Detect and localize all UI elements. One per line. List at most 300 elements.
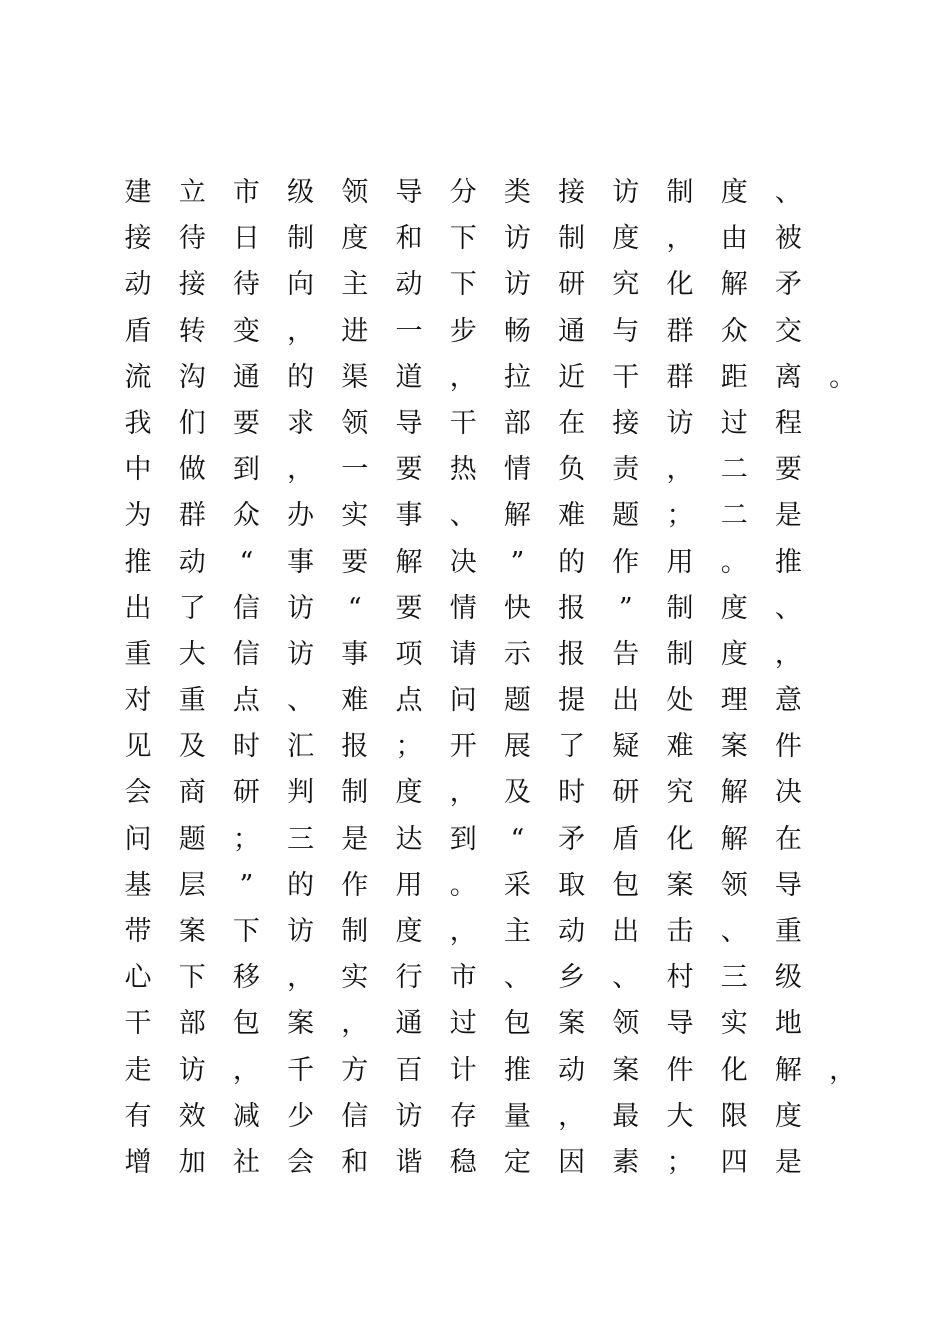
text-char: 为 xyxy=(124,500,152,532)
text-char: 接 xyxy=(124,223,152,255)
text-char: 要 xyxy=(341,546,369,578)
text-char: 采 xyxy=(503,869,531,901)
text-char: 重 xyxy=(178,685,206,717)
text-char: 层 xyxy=(178,869,206,901)
text-char: 通 xyxy=(232,361,260,393)
text-char: 程 xyxy=(774,407,802,439)
text-char: 度 xyxy=(720,592,748,624)
text-char: 访 xyxy=(287,592,315,624)
text-char: 问 xyxy=(449,685,477,717)
text-char: 处 xyxy=(666,685,694,717)
text-char: 要 xyxy=(395,592,423,624)
text-char: 事 xyxy=(341,638,369,670)
text-char: 下 xyxy=(449,223,477,255)
text-char: 实 xyxy=(341,500,369,532)
text-char: 基 xyxy=(124,869,152,901)
text-line xyxy=(118,817,878,863)
text-char: 制 xyxy=(666,592,694,624)
text-char: 、 xyxy=(287,685,315,717)
text-char: 时 xyxy=(232,731,260,763)
text-char: 部 xyxy=(503,407,531,439)
text-char: ， xyxy=(449,777,477,809)
text-char: 被 xyxy=(774,223,802,255)
text-line xyxy=(118,586,878,632)
text-char: 在 xyxy=(774,823,802,855)
text-char: 三 xyxy=(720,962,748,994)
text-char: 度 xyxy=(341,223,369,255)
text-char: 决 xyxy=(449,546,477,578)
text-char: 干 xyxy=(449,407,477,439)
text-char: 难 xyxy=(341,685,369,717)
text-char: ； xyxy=(666,500,694,532)
text-char: 市 xyxy=(449,962,477,994)
text-char: 汇 xyxy=(287,731,315,763)
text-char: 动 xyxy=(178,546,206,578)
text-char: 千 xyxy=(287,1054,315,1086)
text-char: 、 xyxy=(774,177,802,208)
text-char: 示 xyxy=(503,638,531,670)
text-char: 是 xyxy=(774,1146,802,1178)
text-char: 群 xyxy=(666,315,694,347)
text-char: 我 xyxy=(124,407,152,439)
text-char: 在 xyxy=(558,407,586,439)
text-char: 级 xyxy=(287,177,315,208)
text-char: 推 xyxy=(503,1054,531,1086)
text-char: 拉 xyxy=(503,361,531,393)
text-char: 件 xyxy=(774,731,802,763)
text-char: 建 xyxy=(124,177,152,208)
text-char: 待 xyxy=(178,223,206,255)
text-char: 领 xyxy=(612,1008,640,1040)
text-line xyxy=(118,1094,878,1140)
text-char: 、 xyxy=(774,592,802,624)
text-char: 行 xyxy=(395,962,423,994)
document-body xyxy=(118,170,878,1186)
text-char: 化 xyxy=(666,823,694,855)
text-char: 乡 xyxy=(558,962,586,994)
text-char: ， xyxy=(341,1008,369,1040)
text-char: ， xyxy=(774,638,802,670)
text-char: 报 xyxy=(558,592,586,624)
text-char: 的 xyxy=(558,546,586,578)
text-char: 效 xyxy=(178,1100,206,1132)
text-char: 动 xyxy=(558,916,586,947)
text-char: 步 xyxy=(449,315,477,347)
text-char: 作 xyxy=(612,546,640,578)
text-char: 分 xyxy=(449,177,477,208)
text-char: 道 xyxy=(395,361,423,393)
text-char: 访 xyxy=(178,1054,206,1086)
text-char: 求 xyxy=(287,407,315,439)
text-char: 题 xyxy=(503,685,531,717)
text-char: 畅 xyxy=(503,315,531,347)
text-char: ” xyxy=(618,592,633,624)
text-char: 百 xyxy=(395,1054,423,1086)
text-char: 四 xyxy=(720,1146,748,1178)
text-char: 解 xyxy=(720,823,748,855)
text-char: 一 xyxy=(395,315,423,347)
text-char: 、 xyxy=(720,916,748,947)
text-char: ， xyxy=(232,1054,260,1086)
text-char: 谐 xyxy=(395,1146,423,1178)
text-char: 究 xyxy=(612,269,640,301)
text-char: 案 xyxy=(720,731,748,763)
text-char: 的 xyxy=(287,361,315,393)
text-char: 报 xyxy=(558,638,586,670)
text-char: 开 xyxy=(449,731,477,763)
text-char: 方 xyxy=(341,1054,369,1086)
text-char: 会 xyxy=(287,1146,315,1178)
text-char: 接 xyxy=(558,177,586,208)
text-char: 沟 xyxy=(178,361,206,393)
text-char: 是 xyxy=(774,500,802,532)
text-char: 因 xyxy=(558,1146,586,1178)
text-char: 心 xyxy=(124,962,152,994)
text-char: 案 xyxy=(666,869,694,901)
text-char: 进 xyxy=(341,315,369,347)
text-char: 难 xyxy=(558,500,586,532)
text-char: “ xyxy=(347,592,362,624)
text-char: ； xyxy=(666,1146,694,1178)
text-char: 走 xyxy=(124,1054,152,1086)
text-char: 访 xyxy=(395,1100,423,1132)
text-char: 展 xyxy=(503,731,531,763)
text-char: 用 xyxy=(666,546,694,578)
text-char: 提 xyxy=(558,685,586,717)
text-line xyxy=(118,1048,878,1094)
text-char: 研 xyxy=(558,269,586,301)
text-char: 项 xyxy=(395,638,423,670)
text-char: 信 xyxy=(232,592,260,624)
text-char: 导 xyxy=(666,1008,694,1040)
text-char: 实 xyxy=(720,1008,748,1040)
text-char: 二 xyxy=(720,500,748,532)
text-char: ； xyxy=(395,731,423,763)
text-line xyxy=(118,770,878,816)
text-char: 有 xyxy=(124,1100,152,1132)
text-char: 存 xyxy=(449,1100,477,1132)
text-char: 了 xyxy=(558,731,586,763)
text-char: 与 xyxy=(612,315,640,347)
text-char: 判 xyxy=(287,777,315,809)
text-char: 访 xyxy=(287,916,315,947)
text-char: 地 xyxy=(774,1008,802,1040)
text-char: 案 xyxy=(287,1008,315,1040)
text-char: 接 xyxy=(178,269,206,301)
text-char: 下 xyxy=(178,962,206,994)
text-char: 度 xyxy=(395,916,423,947)
text-line xyxy=(118,401,878,447)
text-char: 盾 xyxy=(612,823,640,855)
text-line xyxy=(118,447,878,493)
text-char: 交 xyxy=(774,315,802,347)
text-char: 解 xyxy=(503,500,531,532)
text-char: 要 xyxy=(395,454,423,486)
text-char: 要 xyxy=(774,454,802,486)
text-char: 社 xyxy=(232,1146,260,1178)
text-char: 类 xyxy=(503,177,531,208)
text-line xyxy=(118,493,878,539)
text-char: 制 xyxy=(341,777,369,809)
text-char: 导 xyxy=(395,177,423,208)
text-char: 矛 xyxy=(774,269,802,301)
text-char: ， xyxy=(287,962,315,994)
text-char: 定 xyxy=(503,1146,531,1178)
text-char: 到 xyxy=(232,454,260,486)
text-char: 村 xyxy=(666,962,694,994)
text-char: 盾 xyxy=(124,315,152,347)
text-char: 群 xyxy=(178,500,206,532)
text-char: 访 xyxy=(503,223,531,255)
text-char: 过 xyxy=(449,1008,477,1040)
text-char: 大 xyxy=(666,1100,694,1132)
text-char: 解 xyxy=(720,269,748,301)
text-line xyxy=(118,1140,878,1186)
text-char: 责 xyxy=(612,454,640,486)
text-line xyxy=(118,632,878,678)
text-char: 信 xyxy=(341,1100,369,1132)
text-char: 众 xyxy=(232,500,260,532)
text-char: 点 xyxy=(395,685,423,717)
text-char: 及 xyxy=(503,777,531,809)
text-char: 要 xyxy=(232,407,260,439)
text-char: 制 xyxy=(666,638,694,670)
text-char: 转 xyxy=(178,315,206,347)
text-char: 大 xyxy=(178,638,206,670)
text-char: 重 xyxy=(774,916,802,947)
text-char: 对 xyxy=(124,685,152,717)
text-char: 增 xyxy=(124,1146,152,1178)
text-char: 事 xyxy=(395,500,423,532)
text-char: 推 xyxy=(774,546,802,578)
text-char: 群 xyxy=(666,361,694,393)
text-char: 制 xyxy=(341,916,369,947)
text-char: “ xyxy=(510,823,525,855)
text-char: ， xyxy=(449,361,477,393)
text-line xyxy=(118,909,878,955)
text-char: 近 xyxy=(558,361,586,393)
text-char: “ xyxy=(239,546,254,578)
text-char: 达 xyxy=(395,823,423,855)
text-char: 的 xyxy=(287,869,315,901)
text-line xyxy=(118,540,878,586)
text-char: 众 xyxy=(720,315,748,347)
text-char: 作 xyxy=(341,869,369,901)
text-char: 包 xyxy=(503,1008,531,1040)
text-char: ， xyxy=(666,223,694,255)
text-char: 下 xyxy=(232,916,260,947)
text-char: 件 xyxy=(666,1054,694,1086)
text-char: 解 xyxy=(395,546,423,578)
text-char: 制 xyxy=(666,177,694,208)
text-char: 案 xyxy=(178,916,206,947)
text-char: 案 xyxy=(558,1008,586,1040)
text-char: 主 xyxy=(341,269,369,301)
text-char: ” xyxy=(510,546,525,578)
text-char: 稳 xyxy=(449,1146,477,1178)
text-char: 度 xyxy=(612,223,640,255)
text-char: 题 xyxy=(612,500,640,532)
text-char: 度 xyxy=(774,1100,802,1132)
text-char: ， xyxy=(666,454,694,486)
text-char: 办 xyxy=(287,500,315,532)
text-line xyxy=(118,955,878,1001)
text-char: ， xyxy=(449,916,477,947)
text-char: 移 xyxy=(232,962,260,994)
text-char: 离 xyxy=(774,361,802,393)
text-char: 研 xyxy=(232,777,260,809)
text-char: 主 xyxy=(503,916,531,947)
text-char: 访 xyxy=(503,269,531,301)
text-char: 实 xyxy=(341,962,369,994)
text-line xyxy=(118,262,878,308)
text-char: 重 xyxy=(124,638,152,670)
text-char: 理 xyxy=(720,685,748,717)
text-char: 。 xyxy=(829,361,857,393)
text-char: 访 xyxy=(666,407,694,439)
text-char: 推 xyxy=(124,546,152,578)
text-char: 解 xyxy=(774,1054,802,1086)
text-char: 们 xyxy=(178,407,206,439)
text-char: 市 xyxy=(232,177,260,208)
text-char: 变 xyxy=(232,315,260,347)
text-char: 究 xyxy=(666,777,694,809)
text-char: 待 xyxy=(232,269,260,301)
text-line xyxy=(118,1001,878,1047)
text-char: 做 xyxy=(178,454,206,486)
text-char: 干 xyxy=(612,361,640,393)
text-char: 商 xyxy=(178,777,206,809)
text-line xyxy=(118,724,878,770)
text-char: 接 xyxy=(612,407,640,439)
text-char: 包 xyxy=(612,869,640,901)
text-char: 难 xyxy=(666,731,694,763)
text-char: 负 xyxy=(558,454,586,486)
text-char: ； xyxy=(232,823,260,855)
text-char: 二 xyxy=(720,454,748,486)
text-char: 解 xyxy=(720,777,748,809)
text-char: 量 xyxy=(503,1100,531,1132)
text-char: 了 xyxy=(178,592,206,624)
text-char: 。 xyxy=(720,546,748,578)
text-line xyxy=(118,309,878,355)
text-char: 情 xyxy=(503,454,531,486)
text-char: 制 xyxy=(558,223,586,255)
text-char: 研 xyxy=(612,777,640,809)
text-char: 事 xyxy=(287,546,315,578)
text-char: 通 xyxy=(395,1008,423,1040)
text-char: 部 xyxy=(178,1008,206,1040)
text-char: ， xyxy=(287,454,315,486)
text-char: 素 xyxy=(612,1146,640,1178)
text-char: 问 xyxy=(124,823,152,855)
text-char: 击 xyxy=(666,916,694,947)
text-char: 取 xyxy=(558,869,586,901)
text-char: 干 xyxy=(124,1008,152,1040)
text-char: 决 xyxy=(774,777,802,809)
text-char: 限 xyxy=(720,1100,748,1132)
text-char: 动 xyxy=(124,269,152,301)
text-char: 会 xyxy=(124,777,152,809)
text-char: 下 xyxy=(449,269,477,301)
text-line xyxy=(118,216,878,262)
text-char: 最 xyxy=(612,1100,640,1132)
text-char: 日 xyxy=(232,223,260,255)
text-line xyxy=(118,678,878,724)
text-char: 、 xyxy=(449,500,477,532)
text-char: 向 xyxy=(287,269,315,301)
text-char: 用 xyxy=(395,869,423,901)
text-char: 减 xyxy=(232,1100,260,1132)
text-line xyxy=(118,355,878,401)
text-char: 题 xyxy=(178,823,206,855)
text-char: 导 xyxy=(395,407,423,439)
text-char: 、 xyxy=(503,962,531,994)
text-char: 快 xyxy=(503,592,531,624)
text-char: 一 xyxy=(341,454,369,486)
text-char: 中 xyxy=(124,454,152,486)
text-char: 和 xyxy=(341,1146,369,1178)
text-line xyxy=(118,863,878,909)
text-char: ， xyxy=(829,1054,857,1086)
text-char: 情 xyxy=(449,592,477,624)
text-char: 领 xyxy=(720,869,748,901)
text-char: 是 xyxy=(341,823,369,855)
text-line xyxy=(118,170,878,216)
text-char: 及 xyxy=(178,731,206,763)
text-char: 和 xyxy=(395,223,423,255)
text-char: 制 xyxy=(287,223,315,255)
text-char: 访 xyxy=(287,638,315,670)
text-char: 矛 xyxy=(558,823,586,855)
text-char: 出 xyxy=(612,685,640,717)
text-char: 化 xyxy=(666,269,694,301)
text-char: 热 xyxy=(449,454,477,486)
text-char: 请 xyxy=(449,638,477,670)
text-char: 立 xyxy=(178,177,206,208)
text-char: 加 xyxy=(178,1146,206,1178)
text-char: 动 xyxy=(558,1054,586,1086)
text-char: 流 xyxy=(124,361,152,393)
text-char: 领 xyxy=(341,407,369,439)
text-char: 信 xyxy=(232,638,260,670)
text-char: 通 xyxy=(558,315,586,347)
text-char: 少 xyxy=(287,1100,315,1132)
text-char: 渠 xyxy=(341,361,369,393)
text-char: ， xyxy=(287,315,315,347)
text-char: 动 xyxy=(395,269,423,301)
text-char: 由 xyxy=(720,223,748,255)
text-char: 过 xyxy=(720,407,748,439)
text-char: 出 xyxy=(124,592,152,624)
text-char: ， xyxy=(558,1100,586,1132)
text-char: 告 xyxy=(612,638,640,670)
text-char: 带 xyxy=(124,916,152,947)
text-char: 时 xyxy=(558,777,586,809)
text-char: ” xyxy=(239,869,254,901)
text-char: 报 xyxy=(341,731,369,763)
text-char: 度 xyxy=(720,177,748,208)
text-char: 导 xyxy=(774,869,802,901)
text-char: 计 xyxy=(449,1054,477,1086)
text-char: 度 xyxy=(720,638,748,670)
text-char: 点 xyxy=(232,685,260,717)
text-char: 意 xyxy=(774,685,802,717)
text-char: 案 xyxy=(612,1054,640,1086)
text-char: 距 xyxy=(720,361,748,393)
text-char: 化 xyxy=(720,1054,748,1086)
text-char: 。 xyxy=(449,869,477,901)
